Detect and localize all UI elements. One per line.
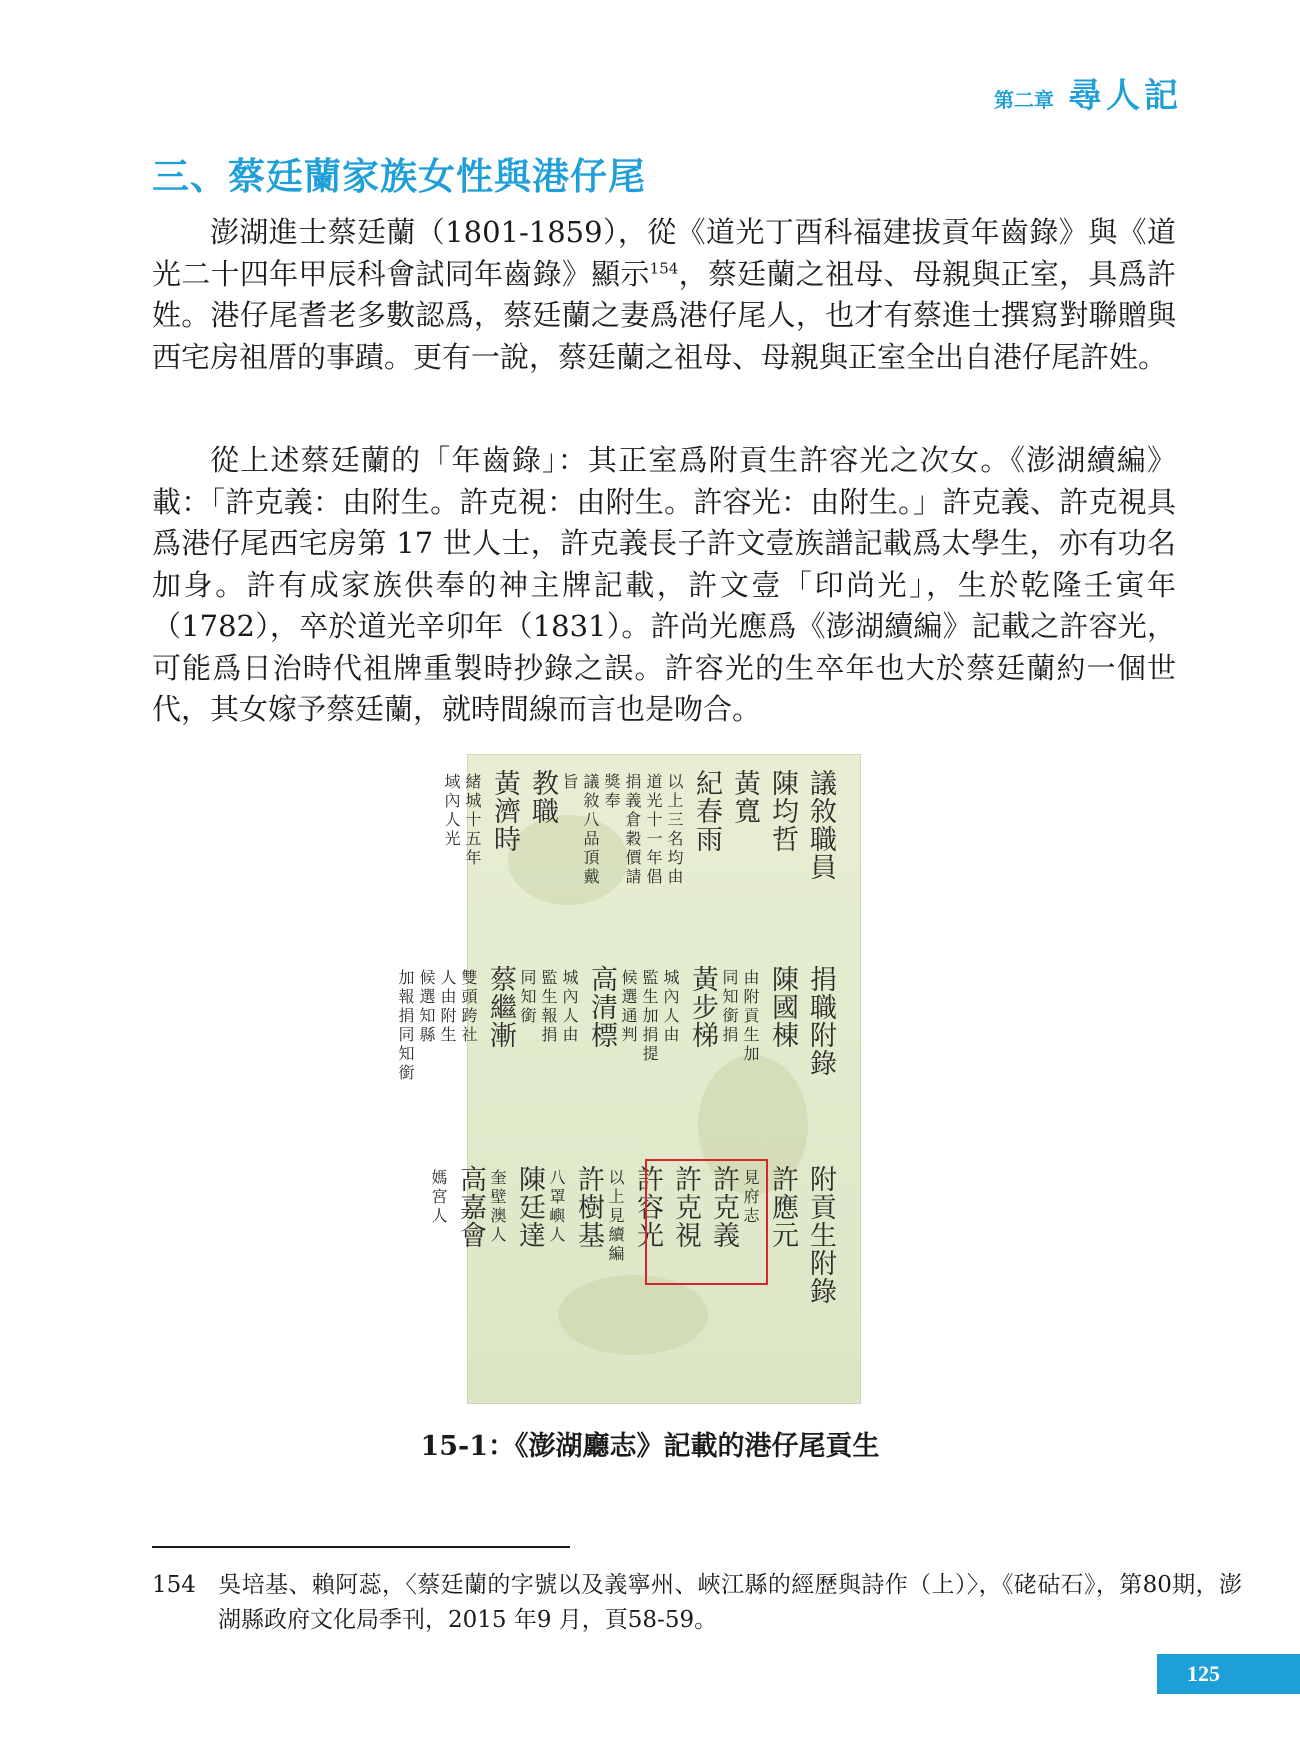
document-column: 監生報捐 — [539, 969, 558, 1045]
footnote-separator — [152, 1546, 570, 1548]
document-column: 域內人光 — [442, 773, 461, 849]
document-column: 監生加捐提 — [640, 969, 659, 1064]
running-header — [994, 68, 1182, 117]
document-column: 由附貢生加 — [741, 969, 760, 1064]
paragraph-1-text-a: 澎湖進士蔡廷蘭（1801-1859），從《道光丁酉科福建拔貢年齒錄》與《道光二十四年甲辰科會試同年齒錄》顯示 — [152, 215, 1176, 291]
document-column: 以上見續編 — [606, 1169, 625, 1264]
document-column: 議敘職員 — [805, 769, 836, 881]
document-column: 紀春雨 — [691, 769, 722, 853]
archive-document-image — [396, 754, 861, 1404]
document-column: 人由附生 — [438, 969, 457, 1045]
document-column: 捐義倉穀價請 — [623, 773, 642, 887]
highlight-box — [645, 1159, 768, 1285]
document-column: 媽宮人 — [429, 1169, 448, 1226]
paragraph-2: 從上述蔡廷蘭的「年齒錄」：其正室爲附貢生許容光之次女。《澎湖續編》載：「許克義：由附生。許克視：由附生。許容光：由附生。」許克義、許克視具爲港仔尾西宅房第 17 世人士，許克義長子許文壹族譜記載爲太學生，亦有功名加身。許有成家族供奉的神主牌記載，許文壹「印尚光」，生於乾隆壬寅年（1782），卒於道光辛卯年（1831）。許尚光應爲《澎湖續編》記載之許容光，可能爲日治時代祖牌重製時抄錄之誤。許容光的生卒年也大於蔡廷蘭約一個世代，其女嫁予蔡廷蘭，就時間線而言也是吻合。 — [152, 443, 1176, 726]
document-column: 見府志 — [741, 1169, 760, 1226]
document-column: 許容光 — [632, 1165, 663, 1249]
page-number: 125 — [1157, 1654, 1300, 1694]
document-column: 許克義 — [708, 1165, 739, 1249]
footnote-154 — [152, 1568, 1242, 1638]
document-column: 八罩嶼人 — [547, 1169, 566, 1245]
footnote-number: 154 — [152, 1572, 196, 1598]
document-column: 緒城十五年 — [463, 773, 482, 868]
document-column: 獎奉 — [602, 773, 621, 811]
footnote-ref-154[interactable]: 154 — [649, 258, 679, 277]
document-column: 黃步梯 — [687, 965, 718, 1049]
footnote-text: 吳培基、賴阿蕊，〈蔡廷蘭的字號以及義寧州、峽江縣的經歷與詩作（上）〉，《硓𥑮石》，第80期，澎湖縣政府文化局季刊，2015 年9 月，頁58-59。 — [218, 1572, 1242, 1633]
document-column: 許樹基 — [573, 1165, 604, 1249]
document-column: 捐職附錄 — [805, 965, 836, 1077]
figure-caption: 15-1：《澎湖廳志》記載的港仔尾貢生 — [420, 1431, 880, 1462]
document-column: 附貢生附錄 — [805, 1165, 836, 1305]
document-column: 高嘉會 — [455, 1165, 486, 1249]
document-column: 陳國棟 — [767, 965, 798, 1049]
document-column: 黃濟時 — [489, 769, 520, 853]
document-column: 城內人由 — [560, 969, 579, 1045]
document-column: 許應元 — [767, 1165, 798, 1249]
document-column: 以上三名均由 — [665, 773, 684, 887]
document-column: 議敘八品頂戴 — [581, 773, 600, 887]
document-column: 陳廷達 — [514, 1165, 545, 1249]
document-column: 蔡繼漸 — [485, 965, 516, 1049]
chapter-title: 尋人記 — [1068, 76, 1182, 116]
section-heading: 三、蔡廷蘭家族女性與港仔尾 — [152, 154, 646, 198]
document-column: 道光十一年倡 — [644, 773, 663, 887]
document-column: 同知銜 — [518, 969, 537, 1026]
document-column: 加報捐同知銜 — [396, 969, 415, 1083]
document-column: 許克視 — [670, 1165, 701, 1249]
document-column: 旨 — [560, 773, 579, 792]
document-column: 奎壁澳人 — [488, 1169, 507, 1245]
paper-stain — [558, 1275, 708, 1355]
chapter-number: 第二章 — [994, 88, 1054, 112]
document-column: 高清標 — [586, 965, 617, 1049]
document-column: 黃寬 — [729, 769, 760, 825]
paragraph-1 — [152, 212, 1176, 378]
document-column: 教職 — [527, 769, 558, 825]
document-column: 雙頭跨社 — [459, 969, 478, 1045]
document-column: 同知銜捐 — [720, 969, 739, 1045]
paragraph-1-text-b: ，蔡廷蘭之祖母、母親與正室，具爲許姓。港仔尾耆老多數認爲，蔡廷蘭之妻爲港仔尾人，也才有蔡進士撰寫對聯贈與西宅房祖厝的事蹟。更有一說，蔡廷蘭之祖母、母親與正室全出自港仔尾許姓。 — [152, 256, 1176, 374]
document-column: 候選通判 — [619, 969, 638, 1045]
document-column: 候選知縣 — [417, 969, 436, 1045]
document-column: 城內人由 — [661, 969, 680, 1045]
document-column: 陳均哲 — [767, 769, 798, 853]
paper-stain — [508, 815, 628, 905]
